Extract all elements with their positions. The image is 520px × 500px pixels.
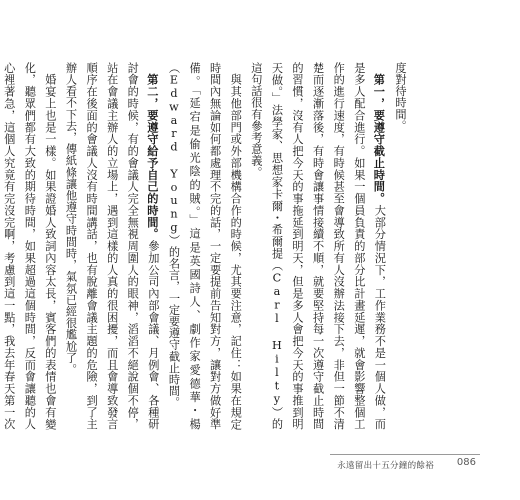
paragraph-deadline <box>245 62 389 430</box>
footer-divider <box>330 454 480 455</box>
section-heading-first: 第一，要遵守截止時間。 <box>372 73 387 205</box>
page-number: 086 <box>456 457 476 468</box>
paragraph-text: 大部分情況下，工作業務不是一個人做，而是多人配合進行。如果一個員負責的部分比計畫延遲，就會影響整個工作的進行速度，有時候甚至會導致所有人沒辦法接下去，非但一節不清楚而逐漸落後，有時會讓事情接續不順，就要堅持每一次遵守截止時間的習慣，沒有人把今天的事拖延到明天，但是多人會把今天的事推到明天做。」法學家、思想家卡爾・希爾提（Carl Hilty）的這句話很有參考意義。 <box>249 62 387 430</box>
paragraph-text: 度對待時間。 <box>394 62 407 132</box>
body-text <box>0 62 410 430</box>
paragraph-continuation <box>389 62 410 430</box>
paragraph-collaboration <box>163 62 245 430</box>
paragraph-given-time <box>60 62 163 430</box>
paragraph-wedding <box>0 62 60 430</box>
running-title: 永遠留出十五分鐘的餘裕 <box>337 461 434 471</box>
page-footer <box>0 452 520 472</box>
paragraph-text: 參加公司內部會議、月例會、各種研討會的時候，有的會議人完全無視周圍人的眼神，滔滔不絕說個不停，站在會議主辦人的立場上，遇到這樣的人真的很困擾，而且會導致發言順序在後面的會議人沒有時間講話，也有脫離會議主題的危險，到了主辦人看不下去，傳紙條讓他遵守時間時，氣氛已經很尷尬了。 <box>64 62 160 430</box>
paragraph-text: 與其他部門或外部機構合作的時候，尤其要注意，記住：如果在規定時間內無論如何都處理不完的話，一定要提前告知對方，讓對方做好準備。「延宕是偷光陰的賊。」這是英國詩人、劇作家愛德華・楊（Edward Young）的名言，一定要遵守截止時間。 <box>167 62 243 431</box>
paragraph-text: 婚宴上也是一樣。如果證婚人致詞內容太長，賓客們的表情也會有變化，聽眾們都有大致的期待時間，如果超過這個時間，反而會讓聽的人心裡著急，這個人究竟有完沒完啊，考慮到這一點，我去年春天第一次 <box>2 62 57 431</box>
section-heading-second: 第二，要遵守給予自己的時間。 <box>145 73 160 241</box>
